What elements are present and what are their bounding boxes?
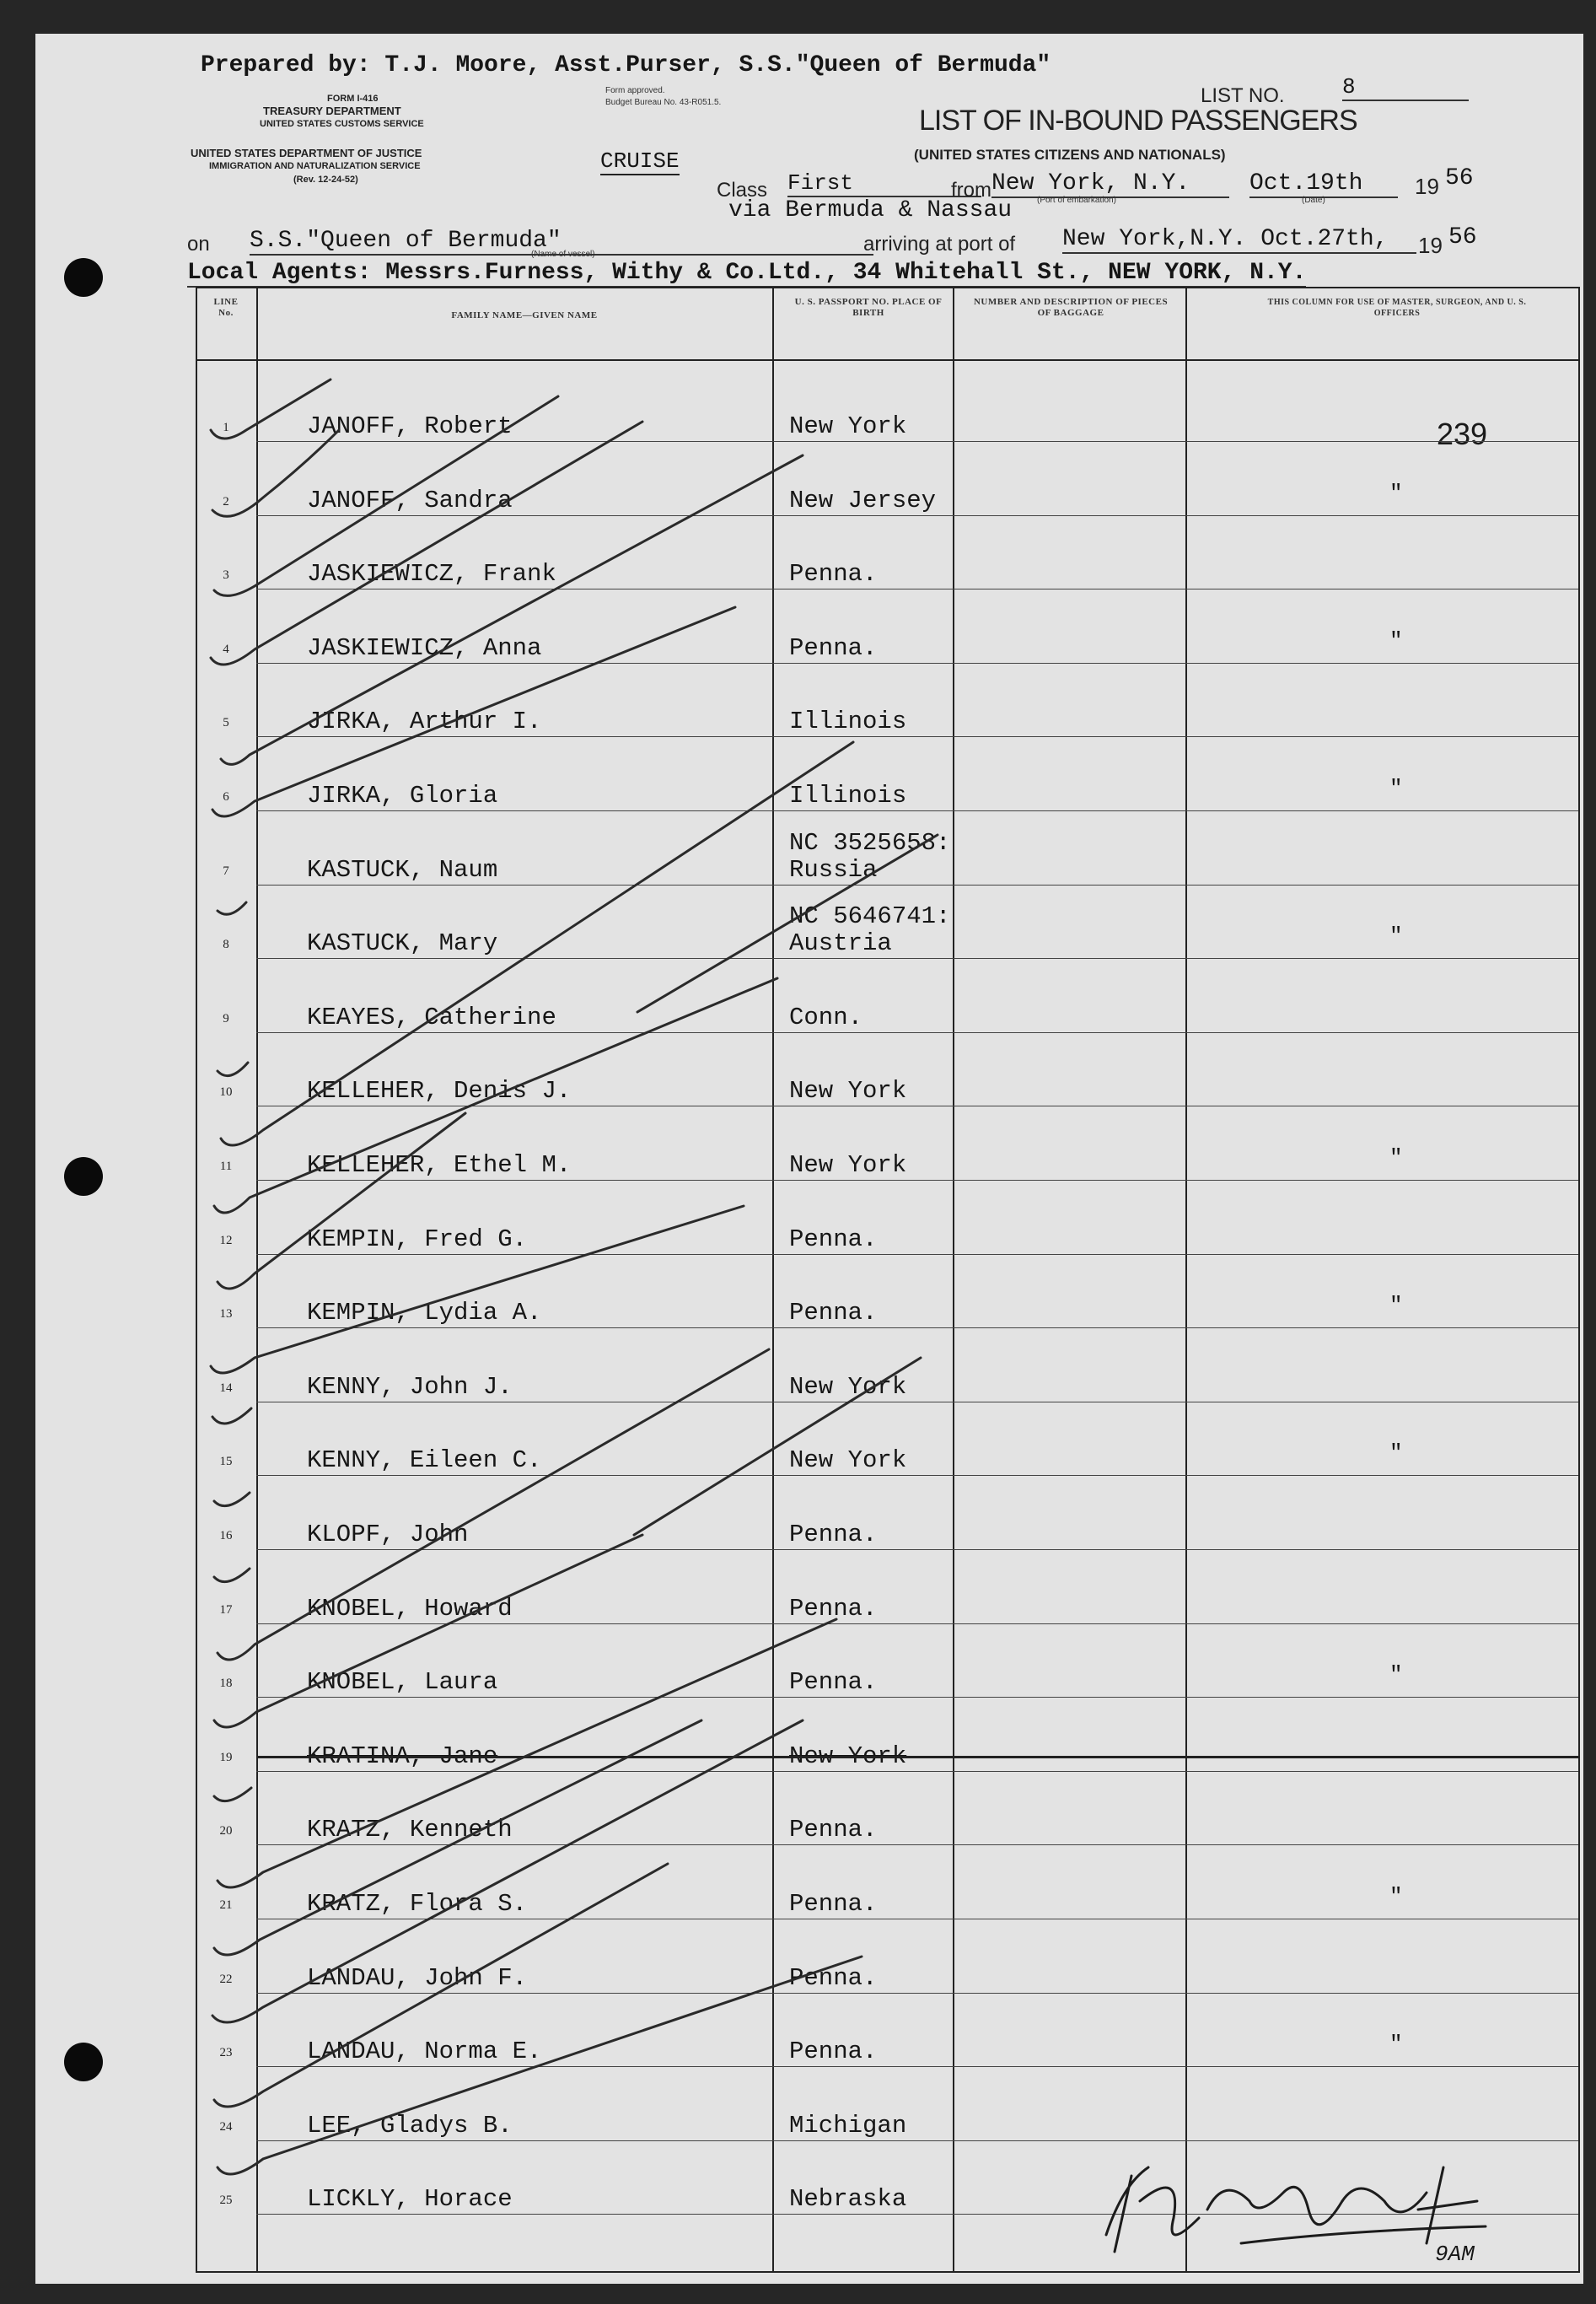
from-label: from [951,179,991,202]
arriving-year-suffix: 56 [1448,224,1477,250]
passenger-name-text: KELLEHER, Ethel M. [307,1151,572,1179]
line-number: 7 [223,864,229,878]
header-name: FAMILY NAME—GIVEN NAME [451,310,598,320]
class-value: First [787,170,981,197]
port-of-embarkation-caption: (Port of embarkation) [1037,196,1116,205]
ditto-mark: " [1389,1662,1403,1688]
line-number: 13 [219,1307,233,1322]
place-of-birth: New York [789,1151,907,1179]
line-number: 10 [219,1085,233,1100]
header-line-no: LINE No. [213,297,239,318]
line-number: 23 [219,2046,233,2060]
passenger-name-text: KENNY, John J. [307,1372,513,1401]
local-agents: Local Agents: Messrs.Furness, Withy & Co.Ltd., 34 Whitehall St., NEW YORK, N.Y. [187,260,1307,286]
place-of-birth: Russia [789,855,878,884]
from-date: Oct.19th [1249,170,1398,198]
place-of-birth: New York [789,1446,907,1475]
handwritten-checkmarks [196,287,1578,2273]
vessel-caption: (Name of vessel) [531,250,595,259]
arriving-port-date: New York,N.Y. Oct.27th, [1062,226,1416,254]
passenger-name-text: KASTUCK, Mary [307,929,498,958]
passenger-name-text: KNOBEL, Howard [307,1594,513,1623]
line-number: 18 [219,1677,233,1691]
ditto-mark: " [1389,923,1403,950]
place-of-birth: New York [789,412,907,440]
passenger-name-text: KASTUCK, Naum [307,855,498,884]
officer-number: 239 [1437,417,1488,451]
place-of-birth: Austria [789,929,892,958]
line-number: 3 [223,568,229,583]
passenger-name-text: KRATINA, Jane [307,1741,498,1770]
year-suffix: 56 [1445,165,1474,191]
line-number: 21 [219,1898,233,1912]
place-of-birth: Penna. [789,560,878,589]
line-number: 15 [219,1455,233,1469]
line-number: 19 [219,1750,233,1764]
punch-hole-middle [64,1157,103,1196]
punch-hole-bottom [64,2043,103,2081]
place-of-birth: Nebraska [789,2185,907,2214]
passenger-name-text: KENNY, Eileen C. [307,1446,542,1475]
passenger-name-text: JIRKA, Gloria [307,782,498,810]
place-of-birth: New York [789,1741,907,1770]
vessel-name: S.S."Queen of Bermuda" [250,228,873,256]
passenger-name-text: LICKLY, Horace [307,2185,513,2214]
place-of-birth: Penna. [789,2038,878,2066]
place-of-birth: New Jersey [789,486,937,514]
place-of-birth: Penna. [789,1521,878,1548]
ditto-mark: " [1389,480,1403,506]
place-of-birth: Illinois [789,708,907,736]
budget-bureau: Budget Bureau No. 43-R051.5. [605,98,722,107]
line-number: 9 [223,1011,229,1025]
passenger-name-text: KRATZ, Kenneth [307,1816,513,1844]
place-of-birth: Penna. [789,1668,878,1697]
line-number: 1 [223,421,229,434]
department-of-justice: UNITED STATES DEPARTMENT OF JUSTICE [191,147,422,159]
via-ports: via Bermuda & Nassau [728,197,1013,223]
line-number: 8 [223,938,229,952]
passenger-name-text: JANOFF, Robert [307,412,513,440]
date-caption: (Date) [1302,196,1325,205]
line-number: 17 [219,1602,233,1617]
punch-hole-top [64,258,103,297]
list-no-value: 8 [1342,74,1469,101]
passenger-name-text: KELLEHER, Denis J. [307,1077,572,1106]
place-of-birth: Illinois [789,782,907,810]
ditto-mark: " [1389,627,1403,654]
line-number: 16 [219,1529,233,1542]
cruise-label: CRUISE [600,148,680,174]
place-of-birth: Conn. [789,1003,863,1031]
passenger-name-text: KRATZ, Flora S. [307,1890,528,1918]
passenger-name-text: LEE, Gladys B. [307,2111,513,2140]
place-of-birth: Penna. [789,1816,878,1844]
line-number: 6 [223,790,229,804]
place-of-birth: Penna. [789,633,878,662]
customs-service: UNITED STATES CUSTOMS SERVICE [260,119,424,129]
form-number: FORM I-416 [327,94,379,104]
prepared-by-line: Prepared by: T.J. Moore, Asst.Purser, S.S."Queen of Bermuda" [201,52,1051,78]
place-of-birth: Penna. [789,1890,878,1918]
year-prefix: 19 [1415,174,1439,199]
ditto-mark: " [1389,2032,1403,2058]
ditto-mark: " [1389,1884,1403,1909]
header-officers: THIS COLUMN FOR USE OF MASTER, SURGEON, AND U. S. OFFICERS [1267,298,1527,318]
passport-number: NC 5646741: [789,902,951,931]
form-approved: Form approved. [605,86,665,95]
place-of-birth: Penna. [789,1299,878,1327]
passenger-name-text: KLOPF, John [307,1521,469,1548]
class-label: Class [717,179,768,202]
header-baggage: NUMBER AND DESCRIPTION OF PIECES OF BAGGAGE [973,297,1169,318]
line-number: 22 [219,1972,233,1986]
place-of-birth: New York [789,1077,907,1106]
arriving-year-prefix: 19 [1418,233,1443,258]
line-number: 2 [223,494,229,509]
from-port: New York, N.Y. [991,170,1229,198]
ditto-mark: " [1389,776,1403,801]
immigration-service: IMMIGRATION AND NATURALIZATION SERVICE [209,161,421,171]
list-no-label: LIST NO. [1201,84,1285,107]
passenger-name-text: JANOFF, Sandra [307,486,513,514]
passenger-name-text: JASKIEWICZ, Frank [307,560,556,589]
list-title: LIST OF IN-BOUND PASSENGERS [919,105,1357,137]
table-border-right [1578,287,1580,2273]
manifest-page [35,34,1583,2284]
signature-initials: 9AM [1435,2242,1475,2267]
line-number: 24 [219,2119,233,2134]
place-of-birth: Penna. [789,1225,878,1253]
line-number: 20 [219,1824,233,1838]
line-number: 4 [223,642,229,656]
ditto-mark: " [1389,1293,1403,1319]
line-number: 11 [219,1160,233,1173]
treasury-department: TREASURY DEPARTMENT [263,105,401,117]
ditto-mark: " [1389,1440,1403,1467]
header-passport: U. S. PASSPORT NO. PLACE OF BIRTH [794,297,943,318]
ditto-mark: " [1389,1145,1403,1171]
passenger-name-text: LANDAU, Norma E. [307,2038,542,2066]
passenger-name-text: LANDAU, John F. [307,1963,528,1992]
passport-number: NC 3525658: [789,828,951,857]
line-number: 12 [219,1233,233,1247]
passenger-name-text: KEAYES, Catherine [307,1003,556,1031]
passenger-name-text: JASKIEWICZ, Anna [307,633,542,662]
list-subtitle: (UNITED STATES CITIZENS AND NATIONALS) [914,147,1226,163]
passenger-table [196,287,1578,2273]
line-number: 5 [223,716,229,730]
place-of-birth: Penna. [789,1594,878,1623]
officer-signature [1089,2151,1561,2269]
line-number: 14 [219,1381,233,1395]
place-of-birth: Penna. [789,1963,878,1992]
line-number: 25 [219,2194,233,2208]
revision-date: (Rev. 12-24-52) [293,175,358,185]
passenger-name-text: KEMPIN, Lydia A. [307,1299,542,1327]
passenger-name-text: KEMPIN, Fred G. [307,1225,528,1253]
place-of-birth: Michigan [789,2111,907,2140]
on-label: on [187,233,210,256]
arriving-label: arriving at port of [863,233,1016,256]
place-of-birth: New York [789,1372,907,1401]
passenger-name-text: KNOBEL, Laura [307,1668,498,1697]
passenger-name-text: JIRKA, Arthur I. [307,708,542,736]
